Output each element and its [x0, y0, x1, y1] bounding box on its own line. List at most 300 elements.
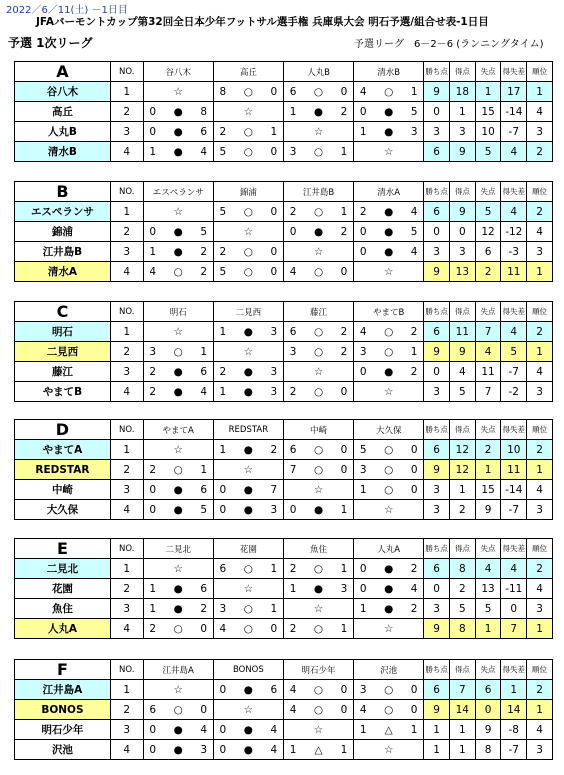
- opponent-header: やまてB: [354, 302, 424, 322]
- score-for: 0: [143, 740, 162, 760]
- score-for: 1: [354, 599, 373, 619]
- stat-value: 5: [449, 382, 475, 402]
- stat-value: 6: [424, 202, 450, 222]
- score-against: 2: [335, 342, 354, 362]
- self-match-star: ☆: [283, 122, 353, 142]
- stat-value: -7: [501, 740, 527, 760]
- table-row: [15, 740, 553, 760]
- stat-value: 12: [475, 222, 501, 242]
- stat-header: 順位: [527, 420, 553, 440]
- stat-value: 9: [424, 700, 450, 720]
- team-number: 3: [110, 480, 143, 500]
- table-row: [15, 222, 553, 242]
- stat-header: 得失差: [501, 660, 527, 680]
- table-row: [15, 362, 553, 382]
- score-against: 0: [405, 480, 424, 500]
- score-for: 3: [143, 342, 162, 362]
- stat-value: 0: [424, 102, 450, 122]
- stat-header: 順位: [527, 302, 553, 322]
- result-mark: ●: [162, 599, 195, 619]
- opponent-header: 明石少年: [283, 660, 353, 680]
- table-row: [15, 82, 553, 102]
- score-for: 6: [283, 440, 302, 460]
- stat-value: 0: [424, 579, 450, 599]
- self-match-star: ☆: [143, 559, 213, 579]
- score-against: 2: [335, 322, 354, 342]
- stat-value: 1: [501, 680, 527, 700]
- result-mark: ○: [302, 202, 335, 222]
- score-for: 1: [354, 720, 373, 740]
- score-against: 0: [335, 262, 354, 282]
- team-number: 4: [110, 500, 143, 520]
- result-mark: ●: [162, 720, 195, 740]
- score-for: 0: [213, 500, 232, 520]
- team-number: 3: [110, 242, 143, 262]
- table-row: [15, 500, 553, 520]
- stat-value: 4: [501, 142, 527, 162]
- result-mark: ○: [232, 599, 265, 619]
- stat-value: 1: [424, 740, 450, 760]
- self-match-star: ☆: [143, 82, 213, 102]
- stat-value: 11: [449, 322, 475, 342]
- result-mark: ●: [232, 500, 265, 520]
- stat-value: 5: [501, 342, 527, 362]
- score-against: 4: [405, 242, 424, 262]
- stat-value: 2: [449, 579, 475, 599]
- stat-header: 勝ち点: [424, 660, 450, 680]
- result-mark: ○: [372, 480, 405, 500]
- stat-value: 2: [527, 142, 553, 162]
- stat-value: 1: [475, 82, 501, 102]
- stat-value: 1: [527, 619, 553, 639]
- stat-value: -14: [501, 480, 527, 500]
- team-number: 4: [110, 142, 143, 162]
- team-number: 3: [110, 362, 143, 382]
- table-row: [15, 122, 553, 142]
- score-against: 6: [195, 480, 214, 500]
- stat-value: -2: [501, 382, 527, 402]
- score-for: 2: [143, 382, 162, 402]
- stat-value: -7: [501, 500, 527, 520]
- stat-value: 6: [424, 559, 450, 579]
- stat-value: 4: [475, 342, 501, 362]
- score-for: 6: [283, 82, 302, 102]
- table-row: [15, 559, 553, 579]
- stat-value: 5: [449, 599, 475, 619]
- opponent-header: 明石: [143, 302, 213, 322]
- stat-value: 5: [475, 202, 501, 222]
- result-mark: ●: [232, 362, 265, 382]
- team-number: 2: [110, 222, 143, 242]
- result-mark: ●: [162, 122, 195, 142]
- stat-value: 9: [475, 720, 501, 740]
- result-mark: ●: [162, 362, 195, 382]
- stat-value: -7: [501, 362, 527, 382]
- table-header-row: [15, 420, 553, 440]
- score-for: 1: [143, 599, 162, 619]
- table-row: [15, 720, 553, 740]
- score-against: 1: [335, 500, 354, 520]
- team-number: 2: [110, 342, 143, 362]
- stat-value: 18: [450, 82, 476, 102]
- stat-value: 9: [449, 342, 475, 362]
- result-mark: ○: [302, 619, 335, 639]
- self-match-star: ☆: [354, 619, 424, 639]
- result-mark: ○: [302, 440, 335, 460]
- stat-header: 失点: [475, 539, 501, 559]
- result-mark: △: [302, 740, 335, 760]
- self-match-star: ☆: [283, 242, 353, 262]
- score-against: 0: [195, 700, 214, 720]
- stat-value: 1: [475, 619, 501, 639]
- page-subtitle: 予選 1次リーグ: [8, 36, 93, 50]
- score-for: 1: [213, 322, 232, 342]
- stat-value: 2: [527, 202, 553, 222]
- score-for: 3: [283, 342, 302, 362]
- score-against: 0: [265, 202, 284, 222]
- score-against: 2: [335, 102, 354, 122]
- result-mark: ○: [232, 202, 265, 222]
- team-number: 4: [110, 740, 143, 760]
- score-for: 1: [143, 142, 162, 162]
- team-number: 3: [110, 122, 143, 142]
- no-header: NO.: [110, 182, 143, 202]
- stat-value: 3: [527, 122, 553, 142]
- score-against: 0: [265, 262, 284, 282]
- team-name: 藤江: [15, 362, 111, 382]
- score-against: 6: [195, 362, 214, 382]
- team-number: 1: [110, 559, 143, 579]
- score-for: 2: [283, 559, 302, 579]
- opponent-header: やまてA: [143, 420, 213, 440]
- no-header: NO.: [110, 62, 143, 82]
- team-number: 3: [110, 599, 143, 619]
- stat-value: 3: [424, 599, 450, 619]
- result-mark: ●: [302, 102, 335, 122]
- score-against: 5: [405, 102, 424, 122]
- stat-header: 得失差: [501, 182, 527, 202]
- stat-value: 3: [527, 740, 553, 760]
- score-against: 7: [265, 480, 284, 500]
- score-for: 3: [213, 599, 232, 619]
- result-mark: ○: [372, 322, 405, 342]
- score-against: 4: [265, 740, 284, 760]
- result-mark: ●: [372, 599, 405, 619]
- opponent-header: BONOS: [213, 660, 283, 680]
- score-against: 1: [335, 559, 354, 579]
- score-for: 1: [354, 480, 373, 500]
- stat-value: 3: [449, 242, 475, 262]
- team-name: やまてB: [15, 382, 111, 402]
- stat-value: 3: [424, 242, 450, 262]
- stat-value: 8: [449, 619, 475, 639]
- stat-value: 1: [450, 102, 476, 122]
- result-mark: ○: [302, 82, 335, 102]
- score-against: 2: [405, 559, 424, 579]
- opponent-header: 中崎: [283, 420, 353, 440]
- stat-value: 9: [450, 142, 476, 162]
- result-mark: ●: [372, 122, 405, 142]
- result-mark: ○: [372, 680, 405, 700]
- result-mark: ●: [162, 500, 195, 520]
- opponent-header: 花園: [213, 539, 283, 559]
- result-mark: ○: [302, 322, 335, 342]
- stat-value: 3: [450, 122, 476, 142]
- score-against: 4: [195, 720, 214, 740]
- team-number: 3: [110, 720, 143, 740]
- score-for: 0: [354, 362, 373, 382]
- score-against: 4: [195, 142, 214, 162]
- score-for: 3: [354, 460, 373, 480]
- score-against: 0: [405, 440, 424, 460]
- no-header: NO.: [110, 660, 143, 680]
- stat-value: 1: [527, 82, 553, 102]
- group-name: A: [15, 62, 111, 82]
- stat-value: 4: [501, 322, 527, 342]
- group-table-f: [14, 659, 553, 760]
- stat-value: 2: [475, 262, 501, 282]
- table-row: [15, 599, 553, 619]
- result-mark: ○: [302, 559, 335, 579]
- score-for: 0: [213, 680, 232, 700]
- table-header-row: [15, 182, 553, 202]
- score-for: 0: [354, 559, 373, 579]
- score-for: 0: [213, 740, 232, 760]
- self-match-star: ☆: [213, 102, 283, 122]
- score-for: 2: [213, 242, 232, 262]
- score-against: 1: [335, 740, 354, 760]
- self-match-star: ☆: [213, 342, 283, 362]
- self-match-star: ☆: [283, 599, 353, 619]
- stat-value: 9: [424, 342, 450, 362]
- opponent-header: 魚住: [283, 539, 353, 559]
- score-for: 1: [143, 579, 162, 599]
- opponent-header: 高丘: [213, 62, 283, 82]
- stat-value: 3: [424, 382, 450, 402]
- team-name: BONOS: [15, 700, 111, 720]
- stat-value: 4: [527, 480, 553, 500]
- score-against: 4: [405, 202, 424, 222]
- stat-value: 1: [527, 262, 553, 282]
- opponent-header: 二見西: [213, 302, 283, 322]
- score-for: 4: [283, 680, 302, 700]
- self-match-star: ☆: [213, 700, 283, 720]
- stat-value: 9: [475, 500, 501, 520]
- score-for: 8: [213, 82, 232, 102]
- table-row: [15, 102, 553, 122]
- table-row: [15, 579, 553, 599]
- stat-value: 11: [501, 460, 527, 480]
- no-header: NO.: [110, 420, 143, 440]
- score-against: 1: [335, 202, 354, 222]
- team-name: 人丸A: [15, 619, 111, 639]
- score-for: 2: [143, 362, 162, 382]
- score-against: 1: [195, 460, 214, 480]
- table-row: [15, 322, 553, 342]
- score-against: 5: [405, 222, 424, 242]
- team-name: 清水B: [15, 142, 111, 162]
- team-number: 4: [110, 382, 143, 402]
- score-against: 2: [405, 322, 424, 342]
- opponent-header: エスペランサ: [143, 182, 213, 202]
- stat-value: 3: [527, 599, 553, 619]
- score-against: 6: [265, 680, 284, 700]
- score-for: 0: [143, 500, 162, 520]
- table-row: [15, 700, 553, 720]
- stat-value: 13: [449, 262, 475, 282]
- date-label: 2022／6／11(土) －1日目: [6, 5, 128, 16]
- score-against: 1: [265, 559, 284, 579]
- score-against: 3: [405, 122, 424, 142]
- score-against: 1: [405, 720, 424, 740]
- table-row: [15, 142, 553, 162]
- score-against: 3: [195, 740, 214, 760]
- table-header-row: [15, 62, 553, 82]
- group-table-c: [14, 301, 553, 402]
- result-mark: ○: [302, 680, 335, 700]
- score-for: 2: [283, 382, 302, 402]
- result-mark: ○: [232, 262, 265, 282]
- team-name: 大久保: [15, 500, 111, 520]
- result-mark: ○: [232, 122, 265, 142]
- score-against: 8: [195, 102, 214, 122]
- stat-value: 3: [424, 480, 450, 500]
- stat-header: 順位: [527, 660, 553, 680]
- team-name: 人丸B: [15, 122, 111, 142]
- result-mark: ●: [232, 322, 265, 342]
- score-against: 3: [265, 500, 284, 520]
- score-for: 0: [354, 579, 373, 599]
- stat-value: 9: [449, 202, 475, 222]
- result-mark: △: [372, 720, 405, 740]
- stat-header: 勝ち点: [424, 302, 450, 322]
- stat-header: 失点: [475, 182, 501, 202]
- stat-value: 4: [501, 202, 527, 222]
- stat-value: 5: [475, 142, 501, 162]
- stat-value: 17: [501, 82, 527, 102]
- score-for: 5: [213, 142, 232, 162]
- stat-header: 得点: [450, 420, 476, 440]
- self-match-star: ☆: [143, 322, 213, 342]
- score-against: 3: [335, 579, 354, 599]
- score-for: 0: [283, 222, 302, 242]
- table-row: [15, 680, 553, 700]
- stat-value: 5: [475, 599, 501, 619]
- stat-value: 1: [475, 460, 501, 480]
- score-for: 0: [213, 480, 232, 500]
- table-row: [15, 440, 553, 460]
- table-row: [15, 262, 553, 282]
- stat-value: 3: [527, 382, 553, 402]
- stat-value: 6: [424, 680, 450, 700]
- stat-header: 失点: [475, 420, 501, 440]
- self-match-star: ☆: [213, 579, 283, 599]
- self-match-star: ☆: [354, 382, 424, 402]
- stat-value: 10: [501, 440, 527, 460]
- score-against: 4: [405, 579, 424, 599]
- score-against: 4: [265, 720, 284, 740]
- score-against: 1: [405, 82, 424, 102]
- stat-header: 勝ち点: [424, 420, 450, 440]
- result-mark: ○: [372, 700, 405, 720]
- stat-header: 順位: [527, 62, 553, 82]
- stat-value: -11: [501, 579, 527, 599]
- team-number: 1: [110, 82, 143, 102]
- result-mark: ○: [162, 262, 195, 282]
- score-for: 0: [213, 720, 232, 740]
- team-number: 1: [110, 202, 143, 222]
- result-mark: ●: [232, 382, 265, 402]
- result-mark: ○: [162, 619, 195, 639]
- team-name: 中崎: [15, 480, 111, 500]
- score-against: 0: [265, 142, 284, 162]
- team-name: 谷八木: [15, 82, 111, 102]
- score-for: 2: [283, 619, 302, 639]
- team-name: 沢池: [15, 740, 111, 760]
- stat-value: 1: [527, 460, 553, 480]
- stat-value: 3: [424, 122, 450, 142]
- self-match-star: ☆: [354, 262, 424, 282]
- opponent-header: 沢池: [354, 660, 424, 680]
- stat-header: 得失差: [501, 62, 527, 82]
- stat-value: 3: [527, 242, 553, 262]
- stat-header: 順位: [527, 182, 553, 202]
- group-name: B: [15, 182, 111, 202]
- result-mark: ○: [162, 460, 195, 480]
- result-mark: ●: [302, 222, 335, 242]
- score-for: 7: [283, 460, 302, 480]
- self-match-star: ☆: [354, 500, 424, 520]
- score-for: 3: [354, 342, 373, 362]
- stat-value: 0: [475, 700, 501, 720]
- team-name: やまてA: [15, 440, 111, 460]
- score-for: 3: [283, 142, 302, 162]
- table-row: [15, 202, 553, 222]
- stat-value: 7: [475, 322, 501, 342]
- result-mark: ●: [162, 579, 195, 599]
- score-for: 4: [143, 262, 162, 282]
- stat-value: 1: [450, 480, 476, 500]
- result-mark: ○: [302, 142, 335, 162]
- score-against: 6: [195, 122, 214, 142]
- score-against: 2: [195, 599, 214, 619]
- score-for: 4: [354, 82, 373, 102]
- table-header-row: [15, 302, 553, 322]
- score-for: 5: [213, 202, 232, 222]
- score-against: 5: [195, 500, 214, 520]
- score-for: 0: [354, 242, 373, 262]
- team-name: 江井島B: [15, 242, 111, 262]
- stat-value: 2: [527, 440, 553, 460]
- stat-value: 15: [475, 102, 501, 122]
- score-for: 6: [283, 322, 302, 342]
- score-against: 0: [335, 680, 354, 700]
- table-row: [15, 382, 553, 402]
- score-against: 0: [335, 82, 354, 102]
- score-for: 0: [354, 222, 373, 242]
- stat-header: 順位: [527, 539, 553, 559]
- stat-value: 0: [424, 362, 450, 382]
- stat-value: -14: [501, 102, 527, 122]
- result-mark: ○: [232, 559, 265, 579]
- self-match-star: ☆: [143, 680, 213, 700]
- group-table-b: [14, 181, 553, 282]
- score-against: 0: [405, 680, 424, 700]
- stat-value: 4: [501, 559, 527, 579]
- score-against: 2: [195, 262, 214, 282]
- score-against: 5: [195, 222, 214, 242]
- stat-value: 8: [475, 740, 501, 760]
